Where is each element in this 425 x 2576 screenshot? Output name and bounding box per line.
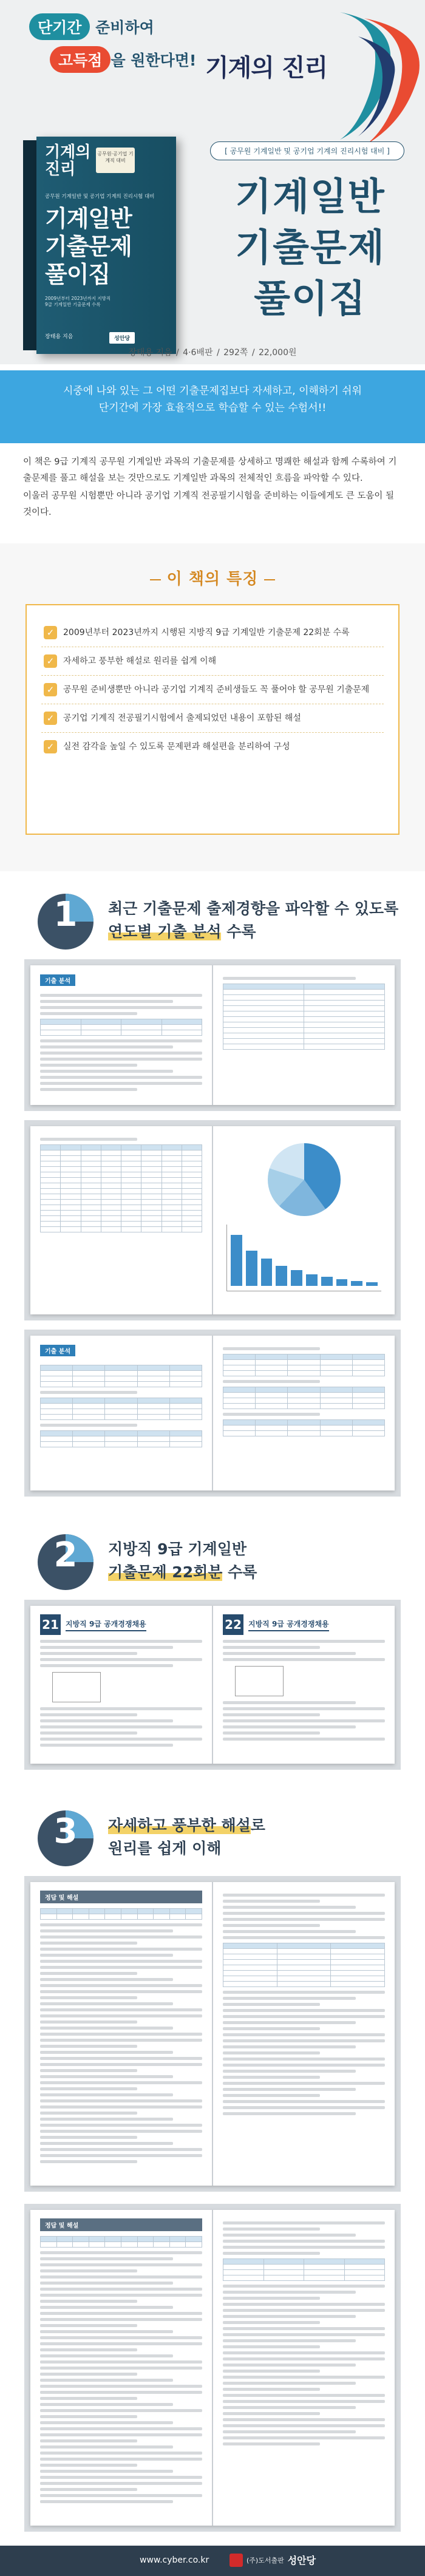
sample-table bbox=[223, 1943, 385, 1987]
footer bbox=[0, 2546, 425, 2576]
sample-spread-analysis-3 bbox=[24, 1330, 401, 1497]
section-title-highlight: 연도별 기출 분석 bbox=[108, 923, 222, 940]
section-1-header bbox=[0, 880, 425, 953]
exam-number: 21 bbox=[40, 1614, 61, 1635]
book-spine bbox=[23, 140, 36, 350]
section-2-title bbox=[108, 1538, 257, 1584]
sample-diagram bbox=[235, 1666, 284, 1696]
book-title bbox=[45, 205, 132, 288]
check-icon: ✓ bbox=[44, 740, 57, 753]
book-publisher: 성안당 bbox=[109, 332, 135, 344]
check-icon: ✓ bbox=[44, 683, 57, 696]
exam-title: 지방직 9급 공개경쟁채용 bbox=[248, 1619, 329, 1631]
section-1-title bbox=[108, 897, 398, 943]
book-note: 2009년부터 2023년까지 지방직 9급 기계일반 기출문제 수록 bbox=[45, 296, 111, 307]
tag-pill: 고득점 bbox=[50, 46, 110, 73]
hero-tagline: [ 공무원 기계일반 및 공기업 기계의 진리시험 대비 ] bbox=[210, 141, 404, 160]
sample-page bbox=[30, 1336, 212, 1490]
features-title: 이 책의 특징 bbox=[0, 566, 425, 589]
sample-table bbox=[40, 1398, 202, 1420]
sample-page bbox=[212, 1336, 395, 1490]
sample-page bbox=[212, 1126, 395, 1314]
sample-spread-answers-2 bbox=[24, 2204, 401, 2532]
book-title-line: 풀이집 bbox=[45, 261, 110, 288]
section-title-highlight: 기출문제 22회분 bbox=[108, 1563, 223, 1581]
book-front bbox=[36, 137, 176, 354]
tag-text: 을 원한다면! bbox=[110, 52, 197, 69]
page-label: 기출 분석 bbox=[40, 974, 75, 986]
hero-title-line: 기출문제 bbox=[235, 225, 386, 270]
feature-text: 공무원 준비생뿐만 아니라 공기업 기계직 준비생들도 꼭 풀어야 할 공무원 기출문제 bbox=[63, 685, 370, 695]
publisher-logo bbox=[229, 2553, 316, 2567]
features-list bbox=[25, 604, 399, 835]
feature-text: 공기업 기계직 전공필기시험에서 출제되었던 내용이 포함된 해설 bbox=[63, 713, 301, 723]
sample-page bbox=[30, 2210, 212, 2526]
section-title-rest: 수록 bbox=[222, 1563, 257, 1581]
sample-spread-analysis-1 bbox=[24, 959, 401, 1111]
exam-number: 22 bbox=[223, 1614, 243, 1635]
feature-item bbox=[41, 647, 384, 676]
sample-table bbox=[223, 1354, 385, 1376]
sample-page bbox=[212, 965, 395, 1105]
section-number: 3 bbox=[53, 1812, 78, 1851]
section-title-line: 원리를 쉽게 이해 bbox=[108, 1840, 222, 1857]
book-title-line: 기출문제 bbox=[45, 233, 132, 260]
book-logo bbox=[45, 144, 90, 178]
sample-table bbox=[223, 984, 385, 1050]
section-2-header bbox=[0, 1521, 425, 1594]
book-info: 장태용 지음 / 4·6배판 / 292쪽 / 22,000원 bbox=[128, 348, 297, 358]
section-title-line: 지방직 9급 기계일반 bbox=[108, 1540, 247, 1558]
section-3-title bbox=[108, 1814, 265, 1860]
hero-title-line: 풀이집 bbox=[254, 276, 367, 321]
intro-description bbox=[23, 454, 402, 522]
feature-item bbox=[41, 676, 384, 704]
sample-table bbox=[40, 1019, 202, 1036]
tag-text: 준비하여 bbox=[90, 19, 154, 36]
tag-pill: 단기간 bbox=[29, 13, 90, 40]
section-title-rest: 로 bbox=[250, 1816, 265, 1834]
sample-page bbox=[212, 2210, 395, 2526]
website-link[interactable]: www.cyber.co.kr bbox=[140, 2555, 209, 2565]
answer-header: 정답 및 해설 bbox=[40, 1891, 202, 1903]
sample-table bbox=[223, 1387, 385, 1409]
exam-title: 지방직 9급 공개경쟁채용 bbox=[66, 1619, 146, 1631]
book-logo-line: 기계의 bbox=[45, 143, 91, 161]
page-label: 기출 분석 bbox=[40, 1345, 75, 1356]
section-title-highlight: 자세하고 풍부한 해설 bbox=[108, 1816, 251, 1834]
feature-text: 2009년부터 2023년까지 시행된 지방직 9급 기계일반 기출문제 22회분 수록 bbox=[63, 628, 350, 637]
check-icon: ✓ bbox=[44, 712, 57, 725]
publisher-name: 성안당 bbox=[287, 2555, 316, 2566]
sample-spread-analysis-2 bbox=[24, 1120, 401, 1320]
sample-table bbox=[40, 1144, 202, 1232]
book-info-format: 4·6배판 bbox=[183, 348, 213, 358]
sample-bar-chart bbox=[226, 1225, 381, 1291]
book-subtitle: 공무원 기계일반 및 공기업 기계의 진리시험 대비 bbox=[45, 194, 155, 200]
intro-banner-line: 단기간에 가장 효율적으로 학습할 수 있는 수험서!! bbox=[98, 402, 327, 414]
answer-key-table bbox=[40, 1908, 202, 1920]
sample-page bbox=[212, 1882, 395, 2186]
sample-page bbox=[30, 965, 212, 1105]
book-cover-image bbox=[23, 137, 178, 355]
sample-diagram bbox=[52, 1672, 101, 1702]
publisher-prefix: (주)도서출판 bbox=[246, 2556, 284, 2564]
sample-table bbox=[40, 1430, 202, 1447]
sample-page bbox=[30, 1606, 212, 1764]
book-badge: 공무원·공기업 기계직 대비 bbox=[96, 148, 135, 173]
intro-banner bbox=[0, 370, 425, 443]
intro-banner-line: 시중에 나와 있는 그 어떤 기출문제집보다 자세하고, 이해하기 쉬워 bbox=[63, 385, 362, 397]
answer-header: 정답 및 해설 bbox=[40, 2218, 202, 2231]
intro-paragraph: 이 책은 9급 기계직 공무원 기계일반 과목의 기출문제를 상세하고 명쾌한 해설과 함께 수록하여 기출문제를 풀고 해설을 보는 것만으로도 기계일반 과목의 전체적인 흐름을 파악할 수 있다. bbox=[23, 457, 397, 483]
sample-spread-answers-1 bbox=[24, 1876, 401, 2192]
features-section bbox=[0, 543, 425, 871]
section-3-header bbox=[0, 1797, 425, 1870]
hero-tag-short-term bbox=[29, 13, 154, 40]
book-logo-line: 진리 bbox=[45, 160, 76, 178]
hero-section bbox=[0, 0, 425, 364]
section-title-line: 최근 기출문제 출제경향을 파악할 수 있도록 bbox=[108, 900, 399, 917]
check-icon: ✓ bbox=[44, 654, 57, 668]
hero-title-line: 기계일반 bbox=[235, 174, 386, 219]
hero-title bbox=[210, 171, 410, 324]
book-info-pages: 292쪽 bbox=[223, 348, 248, 358]
answer-key-table bbox=[40, 2236, 202, 2248]
feature-text: 자세하고 풍부한 해설로 원리를 쉽게 이해 bbox=[63, 656, 217, 666]
exam-header bbox=[223, 1614, 385, 1635]
feature-item bbox=[41, 619, 384, 647]
feature-item bbox=[41, 704, 384, 733]
sample-pie-chart bbox=[268, 1143, 341, 1216]
feature-item bbox=[41, 733, 384, 761]
book-title-line: 기계일반 bbox=[45, 205, 132, 232]
section-number: 2 bbox=[53, 1535, 78, 1575]
book-info-author: 장태용 지음 bbox=[128, 348, 172, 358]
sample-table bbox=[223, 1419, 385, 1436]
sample-table bbox=[223, 2258, 385, 2281]
sample-spread-exam bbox=[24, 1600, 401, 1770]
sample-page bbox=[30, 1126, 212, 1314]
sample-table bbox=[40, 1365, 202, 1387]
intro-paragraph: 이울러 공무원 시험뿐만 아니라 공기업 기계직 전공필기시험을 준비하는 이들에게도 큰 도움이 될 것이다. bbox=[23, 491, 394, 517]
book-author: 장태용 지음 bbox=[45, 334, 73, 340]
check-icon: ✓ bbox=[44, 626, 57, 639]
feature-text: 실전 감각을 높일 수 있도록 문제편과 해설편을 분리하여 구성 bbox=[63, 742, 290, 752]
publisher-logo-icon bbox=[229, 2554, 243, 2567]
section-title-rest: 수록 bbox=[221, 923, 256, 940]
exam-header bbox=[40, 1614, 202, 1635]
book-info-price: 22,000원 bbox=[259, 348, 297, 358]
brand-title: 기계의 진리 bbox=[205, 54, 328, 82]
sample-page bbox=[212, 1606, 395, 1764]
section-number: 1 bbox=[53, 895, 78, 934]
sample-page bbox=[30, 1882, 212, 2186]
hero-tag-high-score bbox=[50, 46, 196, 73]
